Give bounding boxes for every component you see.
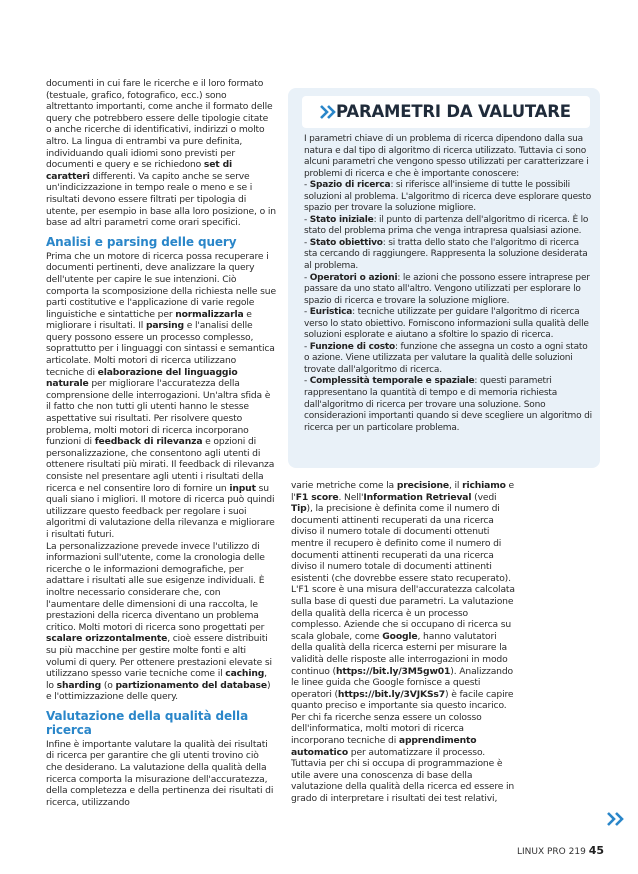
section-heading-valutazione: Valutazione della qualità della ricerca [46,708,249,737]
box-item: - Euristica: tecniche utilizzate per guidare l'algoritmo di ricerca verso lo stato obiettivo. Forniscono informazioni sulla qualità delle soluzioni esplorate e aiutano a sfoltire lo spazio di ricerca. [304,307,589,341]
link-2: https://bit.ly/3VJKSs7 [337,688,445,700]
box-item: - Complessità temporale e spaziale: questi parametri rappresentano la quantità di tempo e di memoria richiesta dall'algoritmo di ricerca per trovare una soluzione. Sono considerazioni importanti quando si deve scegliere un algoritmo di ricerca per un particolare problema. [304,376,592,433]
box-item-term: Operatori o azioni [309,272,398,283]
link-1: https://bit.ly/3M5gw01 [335,665,451,677]
box-item-term: Stato iniziale [309,214,374,225]
paragraph: Infine è importante valutare la qualità dei risultati di ricerca per garantire che gli utenti trovino ciò che desiderano. La valutazione della qualità della ricerca comporta la misurazione dell'accuratezza, della completezza e della pertinenza dei risultati di ricerca, utilizzando [46,738,274,808]
next-page-chevron-icon [606,812,628,826]
box-item: - Stato obiettivo: si tratta dello stato che l'algoritmo di ricerca sta cercando di raggiungere. Rappresenta la soluzione desiderata al problema. [304,237,588,272]
left-column [46,78,276,808]
box-item: - Stato iniziale: il punto di partenza dell'algoritmo di ricerca. È lo stato del problema prima che venga intrapresa qualsiasi azione. [304,214,589,237]
box-item: - Operatori o azioni: le azioni che possono essere intraprese per passare da uno stato all'altro. Vengono utilizzati per esplorare lo spazio di ricerca e trovare la soluzione migliore. [304,272,590,306]
box-intro: I parametri chiave di un problema di ricerca dipendono dalla sua natura e dal tipo di algoritmo di ricerca utilizzato. Tuttavia ci sono alcuni parametri che vengono spesso utilizzati per caratterizzare i problemi di ricerca e che è importante conoscere: [304,134,589,179]
box-item-term: Spazio di ricerca [309,180,391,191]
paragraph: documenti in cui fare le ricerche e il loro formato (testuale, grafico, fotografico, ecc.) sono altrettanto importanti, come anche il formato delle query che potrebbero essere delle tipologie citate o anche ricerche di identificativi, indirizzi o molto altro. La lingua di entrambi va pure definita, individuando quali idiomi sono previsti per documenti e query e se richiedono set di caratteri differenti. Va capito anche se serve un'indicizzazione in tempo reale o meno e se i risultati devono essere filtrati per tipologia di utente, per esempio in base alla loro posizione, o in base ad altri parametri come orari specifici. [46,78,276,229]
double-chevron-icon [318,103,336,121]
paragraph: Prima che un motore di ricerca possa recuperare i documenti pertinenti, deve analizzare la query dell'utente per capire le sue intenzioni. Ciò comporta la scomposizione della richiesta nelle sue parti costitutive e l'applicazione di varie regole linguistiche e sintattiche per normalizzarla e migliorare i risultati. Il parsing e l'analisi delle query possono essere un processo complesso, soprattutto per i linguaggi con sintassi e semantica articolate. Molti motori di ricerca utilizzano tecniche di elaborazione del linguaggio naturale per migliorare l'accuratezza della comprensione delle interrogazioni. Un'altra sfida è il fatto che non tutti gli utenti hanno le stesse aspettative sui risultati. Per risolvere questo problema, molti motori di ricerca incorporano funzioni di feedback di rilevanza e opzioni di personalizzazione, che consentono agli utenti di ottenere risultati più mirati. Il feedback di rilevanza consiste nel presentare agli utenti i risultati della ricerca e nel consentire loro di fornire un input su quali siano i migliori. Il motore di ricerca può quindi utilizzare questo feedback per regolare i suoi algoritmi di valutazione della rilevanza e migliorare i risultati futuri. [46,250,276,540]
page-number: 45 [588,844,604,857]
magazine-name: LINUX PRO 219 [516,847,586,857]
paragraph: La personalizzazione prevede invece l'utilizzo di informazioni sull'utente, come la cronologia delle ricerche o le informazioni demografiche, per adattare i risultati alle sue esigenze individuali. È inoltre necessario considerare che, con l'aumentare delle dimensioni di una raccolta, le prestazioni della ricerca diventano un problema critico. Molti motori di ricerca sono progettati per scalare orizzontalmente, cioè essere distribuiti su più macchine per gestire molte fonti e alti volumi di query. Per ottenere prestazioni elevate si utilizzano spesso varie tecniche come il caching, lo sharding (o partizionamento del database) e l'ottimizzazione delle query. [46,540,272,703]
box-title: PARAMETRI DA VALUTARE [336,102,571,121]
right-column [291,480,519,805]
box-title-bar [302,96,590,128]
paragraph: varie metriche come la precisione, il richiamo e l'F1 score. Nell'Information Retrieval (vedi Tip), la precisione è definita come il numero di documenti attinenti recuperati da una ricerca diviso il numero totale di documenti ottenuti mentre il recupero è definito come il numero di documenti attinenti recuperati da una ricerca diviso il numero totale di documenti attinenti esistenti (che dovrebbe essere stato recuperato). L'F1 score è una misura dell'accuratezza calcolata sulla base di questi due parametri. La valutazione della qualità della ricerca è un processo complesso. Aziende che si occupano di ricerca su scala globale, come Google, hanno valutatori della qualità della ricerca esterni per misurare la validità delle risposte alle interrogazioni in modo continuo (https://bit.ly/3M5gw01). Analizzando le linee guida che Google fornisce a questi operatori (https://bit.ly/3VJKSs7) è facile capire quanto preciso e importante sia questo incarico. [291,480,515,712]
box-item-term: Euristica [309,307,353,318]
box-item: - Funzione di costo: funzione che assegna un costo a ogni stato o azione. Viene utilizzata per valutare la qualità delle soluzioni trovate dall'algoritmo di ricerca. [304,341,588,375]
page-footer [517,844,604,857]
box-item-term: Complessità temporale e spaziale [309,376,475,387]
sidebar-box [288,88,600,468]
box-item-term: Stato obiettivo [309,237,383,248]
paragraph: Per chi fa ricerche senza essere un colosso dell'informatica, molti motori di ricerca incorporano tecniche di apprendimento automatico per automatizzare il processo. Tuttavia per chi si occupa di programmazione è utile avere una conoscenza di base della valutazione della qualità della ricerca ed essere in grado di interpretare i risultati dei test relativi, [291,711,515,805]
box-body [304,134,592,434]
box-item-term: Funzione di costo [309,341,396,352]
section-heading-analisi: Analisi e parsing delle query [46,234,237,249]
box-item: - Spazio di ricerca: si riferisce all'insieme di tutte le possibili soluzioni al problema. L'algoritmo di ricerca deve esplorare questo spazio per trovare la soluzione migliore. [304,180,592,214]
